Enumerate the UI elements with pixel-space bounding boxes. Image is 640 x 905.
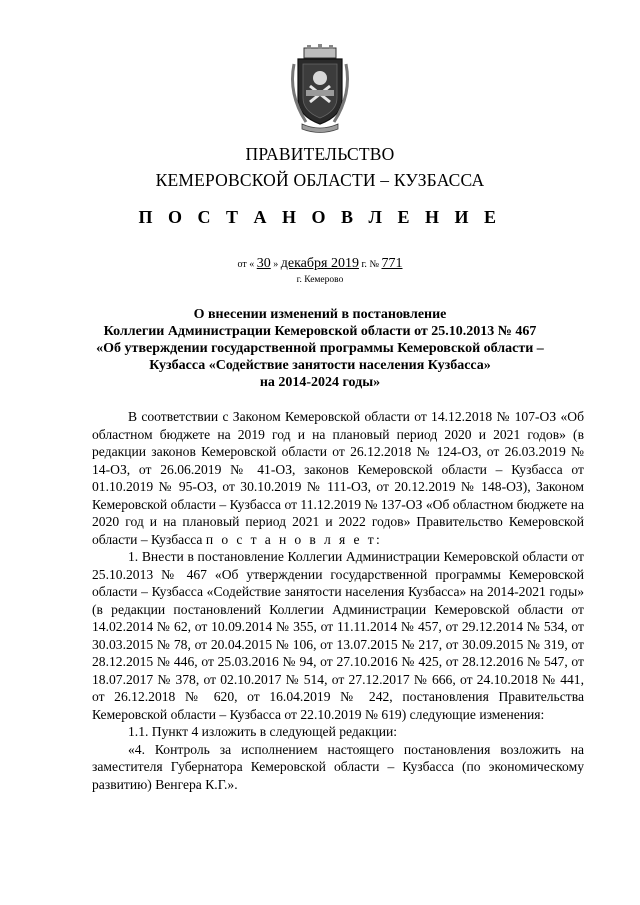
- item-1-1-paragraph: 1.1. Пункт 4 изложить в следующей редакции:: [128, 724, 398, 739]
- preamble-text: В соответствии с Законом Кемеровской области от 14.12.2018 № 107-ОЗ «Об областном бюджете на 2019 год и на плановый период 2020 и 2021 годов» (в редакции законов Кемеровской области от 26.12.2018 № 124-ОЗ, от 26.03.2019 № 14-ОЗ, от 26.06.2019 № 41-ОЗ, законов Кемеровской области – Кузбасса от 01.10.2019 № 95-ОЗ, от 30.10.2019 № 111-ОЗ, от 20.12.2019 № 148-ОЗ), Законом Кемеровской области – Кузбасса от 11.12.2019 № 137-ОЗ «Об областном бюджете на 2020 год и на плановый период 2021 и 2022 годов» Правительство Кемеровской области – Кузбасса: [92, 409, 584, 547]
- resolves-word: п о с т а н о в л я е т:: [205, 531, 383, 547]
- title-line: О внесении изменений в постановление: [193, 307, 447, 322]
- kemerovo-coat-of-arms-icon: [286, 44, 354, 134]
- date-quote-close: »: [273, 259, 279, 270]
- government-name-line1: ПРАВИТЕЛЬСТВО: [245, 144, 395, 164]
- document-number: 771: [381, 256, 403, 271]
- item-1-paragraph: 1. Внести в постановление Коллегии Администрации Кемеровской области от 25.10.2013 № 467 «Об утверждении государственной программы Кемеровской области – Кузбасса «Содействие занятости населения Кузбасса» на 2014-2021 годы» (в редакции постановлений Коллегии Администрации Кемеровской области от 14.02.2014 № 62, от 10.09.2014 № 355, от 11.11.2014 № 457, от 29.12.2014 № 534, от 30.03.2015 № 78, от 20.04.2015 № 106, от 13.07.2015 № 217, от 30.09.2015 № 319, от 28.12.2015 № 446, от 25.03.2016 № 94, от 27.10.2016 № 425, от 28.12.2016 № 547, от 18.07.2017 № 378, от 02.10.2017 № 514, от 27.12.2017 № 666, от 24.10.2018 № 441, от 26.12.2018 № 620, от 16.04.2019 № 242, постановления Правительства Кемеровской области – Кузбасса от 22.10.2019 № 619) следующие изменения:: [92, 549, 584, 722]
- government-name-line2: КЕМЕРОВСКОЙ ОБЛАСТИ – КУЗБАССА: [155, 170, 485, 190]
- item-1-1-quote-paragraph: «4. Контроль за исполнением настоящего постановления возложить на заместителя Губернатора Кемеровской области – Кузбасса (по экономическому развитию) Венгера К.Г.».: [92, 741, 584, 792]
- title-line: «Об утверждении государственной программы Кемеровской области –: [96, 341, 544, 356]
- date-year-abbr: г.: [361, 259, 367, 270]
- title-line: Коллегии Администрации Кемеровской области от 25.10.2013 № 467: [103, 324, 537, 339]
- document-type-heading: П О С Т А Н О В Л Е Н И Е: [138, 207, 502, 227]
- date-month-year: декабря 2019: [280, 256, 359, 271]
- title-line: на 2014-2024 годы»: [259, 375, 381, 390]
- document-title: [90, 306, 550, 391]
- city-line: г. Кемерово: [296, 275, 344, 285]
- number-sign: №: [369, 259, 379, 270]
- document-body: [92, 408, 584, 793]
- title-line: Кузбасса «Содействие занятости населения Кузбасса»: [149, 358, 491, 373]
- date-day: 30: [256, 256, 271, 271]
- preamble-paragraph: [92, 408, 584, 548]
- date-number-line: [0, 256, 640, 272]
- date-prefix: от «: [237, 259, 255, 270]
